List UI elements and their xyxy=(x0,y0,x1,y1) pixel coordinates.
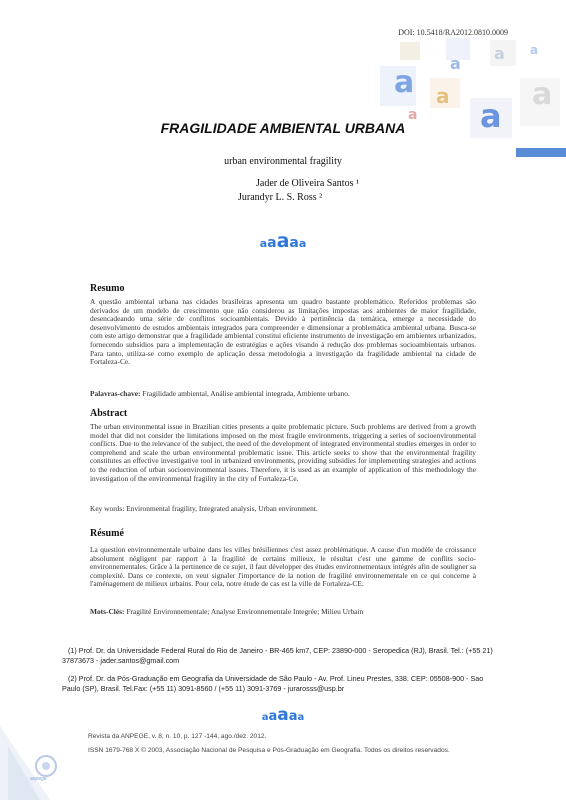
resumo-body: A questão ambiental urbana nas cidades brasileiras apresenta um quadro bastante problemático. Referidos problemas são derivados de um modelo de crescimento que não considerou as limitações impostas aos ambientes de maior fragilidade, desencadeando uma série de conflitos socioambientais. Devido à pertinência da temática, emerge a necessidade do desenvolvimento de estudos ambientais integrados para compreender e dimensionar a problemática ambiental urbana. Busca-se com este artigo demonstrar que a fragilidade ambiental constitui eficiente instrumento de investigação em ambientes urbanizados, fornecendo subsídios para a implementação de estratégias e ações visando à redução dos problemas socioambientais urbanos. Para tanto, utiliza-se como exemplo de aplicação dessa metodologia a investigação da fragilidade ambiental na cidade de Fortaleza-Ce. xyxy=(90,297,476,367)
resume-keywords-text: Fragilité Environnementale; Analyse Environnementale Integrée; Milieu Urbain xyxy=(126,607,364,616)
doi-line: DOI: 10.5418/RA2012.0810.0009 xyxy=(398,28,508,37)
decorative-a-glyph: a xyxy=(494,44,505,63)
journal-citation: Revista da ANPEGE, v. 8, n. 10, p. 127 -144, ago./dez. 2012. xyxy=(88,733,267,740)
resume-body: La question environnementale urbaine dans les villes brésiliennes c'est assez problématique. A cause d'un modèle de croissance absolument négligent par rapport à la fragilité de certains milieux, le résultat c'est une gamme de conflits socio-environnementales. Grâce à la pertinence de ce sujet, il faut développer des études environnementaux intégrés afin de souligner sa complexité. Dans ce contexte, on veut signaler l'importance de la notion de fragilité environnementale en ce qui concerne à l'aménagement de milieux urbains. Pour cela, notre étude de cas est la ville de Fortaleza-CE. xyxy=(90,545,476,589)
anpege-label: anpege xyxy=(30,776,47,782)
decorative-a-glyph: a xyxy=(480,97,502,135)
resume-keywords xyxy=(90,607,476,616)
decorative-a-glyph: a xyxy=(408,107,418,123)
abstract-body: The urban environmental issue in Brazilian cities presents a quite problematic picture. Such problems are derived from a growth model that did not consider the limitations imposed on the most fragile environments, triggering a series of socioenvironmental conflicts. Due to the relevance of the subject, the need of the development of integrated environmental studies emerges in order to comprehend and scale the urban environmental problematic issue. This article seeks to show that the environmental fragility constitutes an effective investigative tool in urbanized environments, providing subsidies for implementing strategies and actions to the reduction of urban socioenvironmental issues. Therefore, it is used as an example of application of this methodology the investigation of the environmental fragility in the city of Fortaleza-Ce. xyxy=(90,422,476,483)
author-1: Jader de Oliveira Santos ¹ xyxy=(256,178,359,189)
decorative-a-glyph: a xyxy=(394,65,415,100)
journal-logo: aaaaa xyxy=(259,230,307,252)
decorative-a-glyph: a xyxy=(436,84,450,108)
resume-heading: Résumé xyxy=(90,528,124,539)
article-subtitle: urban environmental fragility xyxy=(224,156,342,167)
resumo-keywords-text: Fragilidade ambiental, Análise ambiental integrada, Ambiente urbano. xyxy=(142,389,350,398)
resume-keywords-label: Mots-Clés: xyxy=(90,607,125,616)
resumo-heading: Resumo xyxy=(90,283,125,294)
decorative-a-glyph: a xyxy=(530,43,539,57)
anpege-corner-graphic xyxy=(0,706,80,800)
abstract-keywords-label: Key words: xyxy=(90,504,125,513)
decorative-a-glyph: a xyxy=(532,77,553,112)
footnote-1: (1) Prof. Dr. da Universidade Federal Rural do Rio de Janeiro - BR-465 km7, CEP: 23890-000 - Seropedica (RJ), Brasil. Tel.: (+55 21) 37873673 - jader.santos@gmail.com xyxy=(62,646,493,665)
abstract-heading: Abstract xyxy=(90,408,128,419)
resumo-keywords-label: Palavras-chave: xyxy=(90,389,141,398)
resumo-keywords xyxy=(90,389,476,398)
decorative-a-glyph: a xyxy=(450,54,461,73)
article-title: FRAGILIDADE AMBIENTAL URBANA xyxy=(160,120,406,136)
journal-logo-bottom: aaaaa xyxy=(261,705,305,725)
journal-copyright: ISSN 1679-768 X © 2003, Associação Nacional de Pesquisa e Pós-Graduação em Geografia. Todos os direitos reservados. xyxy=(88,747,450,754)
footnote-2: (2) Prof. Dr. da Pós-Graduação em Geografia da Universidade de São Paulo - Av. Prof. Lineu Prestes, 338. CEP: 05508-900 - Sao Paulo (SP), Brasil. Tel.Fax: (+55 11) 3091-8560 / (+55 11) 3091-3769 - jurarosss@usp.br xyxy=(62,674,484,693)
author-2: Jurandyr L. S. Ross ² xyxy=(238,192,323,203)
abstract-keywords-text: Environmental fragility, Integrated analysis, Urban environment. xyxy=(126,504,318,513)
abstract-keywords xyxy=(90,504,476,513)
